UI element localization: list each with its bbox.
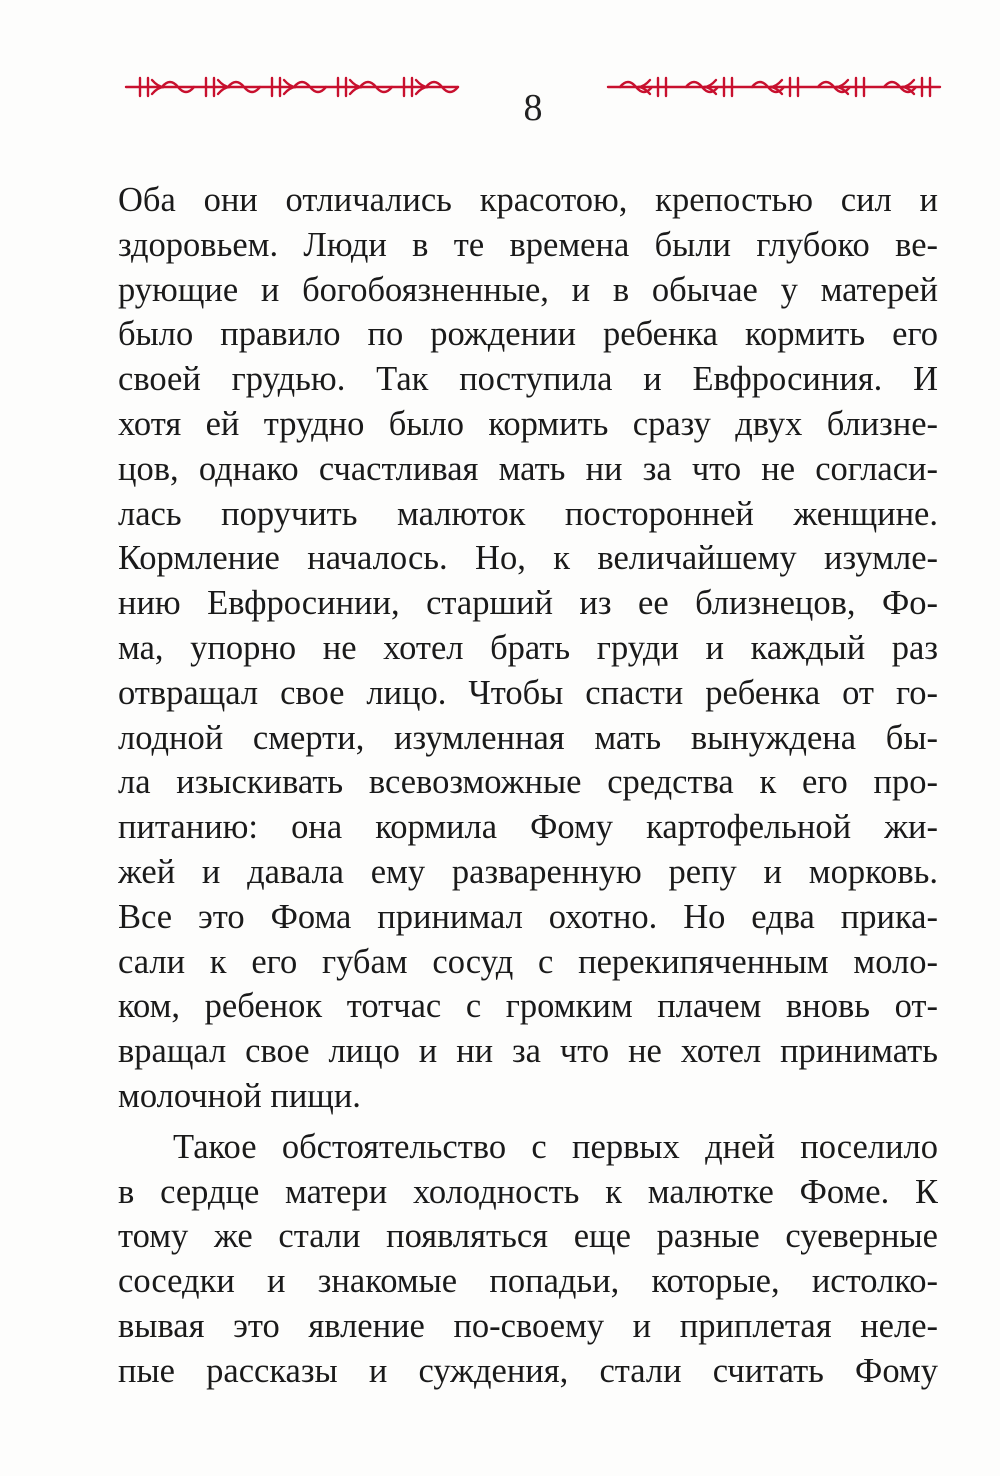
text-line: ла изыскивать всевозможные средства к его про- — [118, 763, 938, 802]
left-ornament-icon — [122, 72, 462, 102]
paragraph-1 — [118, 178, 938, 1119]
text-line: хотя ей трудно было кормить сразу двух близне- — [118, 404, 938, 443]
text-line: Такое обстоятельство с первых дней поселило — [173, 1127, 938, 1166]
text-line: лась поручить малюток посторонней женщине. — [118, 494, 938, 533]
text-line: жей и давала ему разваренную репу и морковь. — [118, 852, 938, 891]
text-line: лодной смерти, изумленная мать вынуждена бы- — [118, 718, 938, 757]
text-line: отвращал свое лицо. Чтобы спасти ребенка от го- — [118, 673, 938, 712]
page-number: 8 — [523, 87, 543, 129]
text-line: сали к его губам сосуд с перекипяченным моло- — [118, 942, 938, 981]
text-line: своей грудью. Так поступила и Евфросиния. И — [118, 360, 938, 399]
paragraph-2 — [118, 1125, 938, 1394]
text-line: ма, упорно не хотел брать груди и каждый раз — [118, 628, 938, 667]
text-line: питанию: она кормила Фому картофельной жи- — [118, 808, 938, 847]
text-line: в сердце матери холодность к малютке Фоме. К — [118, 1172, 938, 1211]
body-text — [118, 178, 938, 1394]
text-line: здоровьем. Люди в те времена были глубоко ве- — [118, 225, 938, 264]
text-line: молочной пищи. — [118, 1076, 361, 1115]
text-line: вывая это явление по-своему и приплетая неле- — [118, 1306, 938, 1345]
text-line: было правило по рождении ребенка кормить его — [118, 315, 938, 354]
page-header — [0, 62, 1000, 132]
text-line: нию Евфросинии, старший из ее близнецов, Фо- — [118, 584, 938, 623]
text-line: цов, однако счастливая мать ни за что не согласи- — [118, 449, 938, 488]
text-line: Оба они отличались красотою, крепостью сил и — [118, 181, 938, 219]
text-line: Кормление началось. Но, к величайшему изумле- — [118, 539, 938, 578]
text-line: тому же стали появляться еще разные суеверные — [118, 1217, 938, 1256]
text-line: ком, ребенок тотчас с громким плачем вновь от- — [118, 987, 938, 1026]
text-line: пые рассказы и суждения, стали считать Фому — [118, 1351, 938, 1390]
text-line: соседки и знакомые попадьи, которые, истолко- — [118, 1262, 938, 1301]
right-ornament-icon — [604, 72, 944, 102]
text-line: вращал свое лицо и ни за что не хотел принимать — [118, 1032, 938, 1071]
text-line: Все это Фома принимал охотно. Но едва прика- — [118, 897, 938, 936]
text-line: рующие и богобоязненные, и в обычае у матерей — [118, 270, 938, 309]
